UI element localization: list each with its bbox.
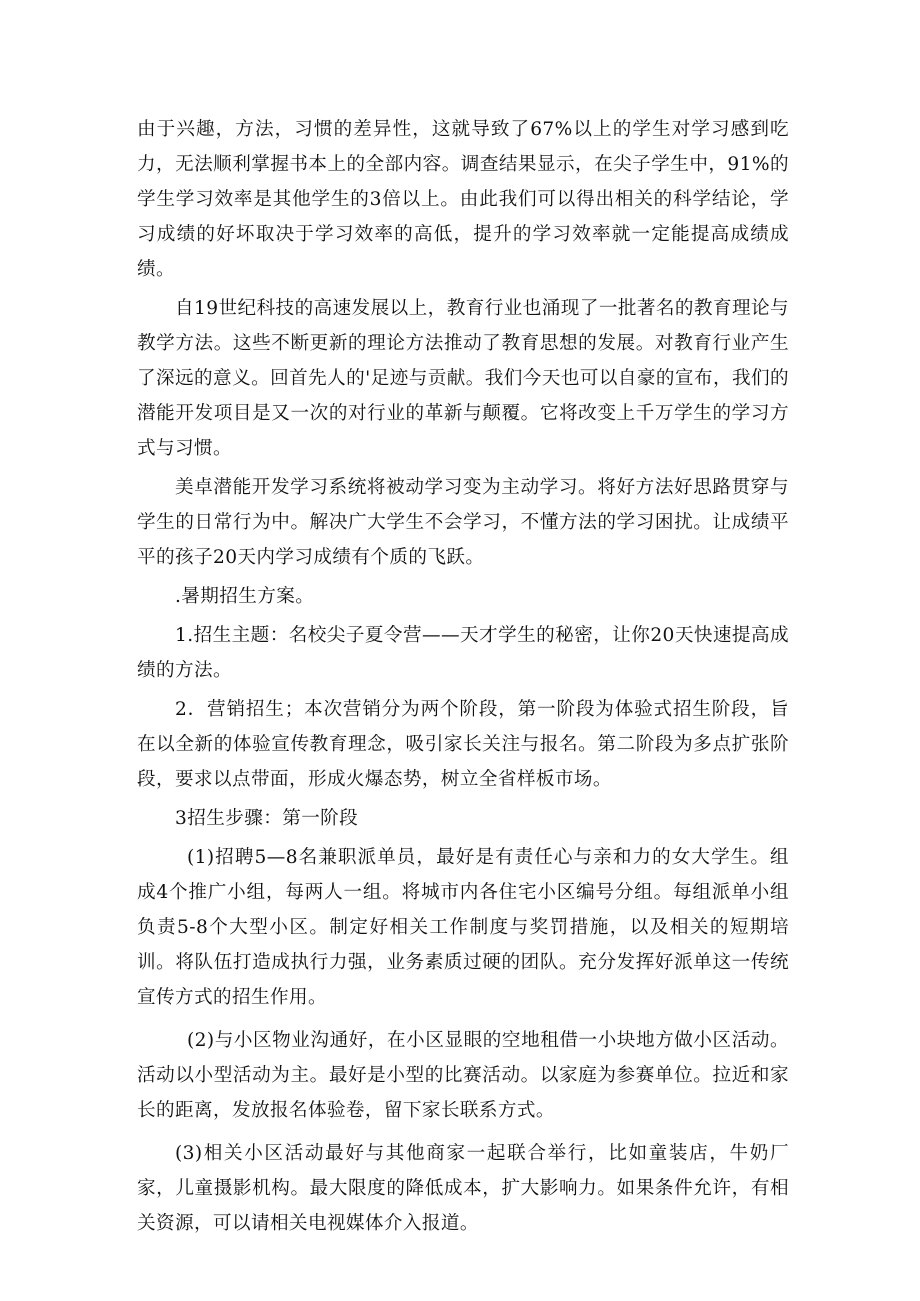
item-3-steps: 3招生步骤：第一阶段 (175, 808, 359, 829)
paragraph-3: 美卓潜能开发学习系统将被动学习变为主动学习。将好方法好思路贯穿与学生的日常行为中。解决广大学生不会学习，不懂方法的学习困扰。让成绩平平的孩子20天内学习成绩有个质的飞跃。 (137, 477, 789, 568)
item-1-theme: 1.招生主题：名校尖子夏令营——天才学生的秘密，让你20天快速提高成绩的方法。 (137, 625, 789, 681)
paragraph-1: 由于兴趣，方法，习惯的差异性，这就导致了67%以上的学生对学习感到吃力，无法顺利掌握书本上的全部内容。调查结果显示，在尖子学生中，91%的学生学习效率是其他学生的3倍以上。由此我们可以得出相关的科学结论，学习成绩的好坏取决于学习效率的高低，提升的学习效率就一定能提高成绩成绩。 (137, 119, 789, 280)
paragraph-2: 自19世纪科技的高速发展以上，教育行业也涌现了一批著名的教育理论与教学方法。这些不断更新的理论方法推动了教育思想的发展。对教育行业产生了深远的意义。回首先人的'足迹与贡献。我们今天也可以自豪的宣布，我们的潜能开发项目是又一次的对行业的革新与颠覆。它将改变上千万学生的学习方式与习惯。 (137, 298, 789, 459)
document-body (137, 112, 789, 1241)
step-2-property: (2)与小区物业沟通好，在小区显眼的空地租借一小块地方做小区活动。活动以小型活动为主。最好是小型的比赛活动。以家庭为参赛单位。拉近和家长的距离，发放报名体验卷，留下家长联系方式。 (137, 1030, 789, 1121)
step-1-recruit: (1)招聘5—8名兼职派单员，最好是有责任心与亲和力的女大学生。组成4个推广小组，每两人一组。将城市内各住宅小区编号分组。每组派单小组负责5-8个大型小区。制定好相关工作制度与奖罚措施，以及相关的短期培训。将队伍打造成执行力强，业务素质过硬的团队。充分发挥好派单这一传统宣传方式的招生作用。 (137, 847, 789, 1008)
step-3-joint-events: (3)相关小区活动最好与其他商家一起联合举行，比如童装店，牛奶厂家，儿童摄影机构。最大限度的降低成本，扩大影响力。如果条件允许，有相关资源，可以请相关电视媒体介入报道。 (137, 1143, 789, 1234)
section-heading-summer-enrollment: .暑期招生方案。 (175, 586, 315, 607)
item-2-marketing: 2．营销招生；本次营销分为两个阶段，第一阶段为体验式招生阶段，旨在以全新的体验宣传教育理念，吸引家长关注与报名。第二阶段为多点扩张阶段，要求以点带面，形成火爆态势，树立全省样板市场。 (137, 699, 789, 790)
